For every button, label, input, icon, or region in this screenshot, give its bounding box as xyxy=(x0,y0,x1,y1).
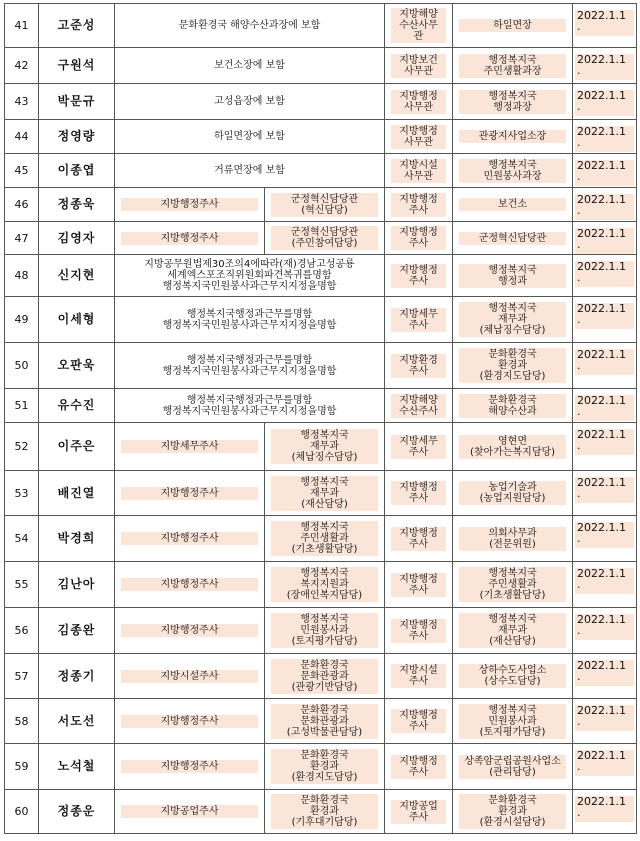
destination-text: 행정복지국 행정과장 xyxy=(459,90,566,114)
destination xyxy=(453,154,573,188)
destination-text: 행정복지국 민원봉사과장 xyxy=(459,159,566,183)
merged-note xyxy=(115,84,385,120)
current-dept xyxy=(265,608,385,654)
employee-name-text: 이세형 xyxy=(57,312,96,326)
new-grade-text: 지방세무 주사 xyxy=(391,435,446,459)
current-grade-text: 지방시설주사 xyxy=(121,670,258,683)
employee-name xyxy=(39,154,115,188)
current-grade xyxy=(115,744,265,790)
new-grade-text: 지방행정 주사 xyxy=(391,226,446,250)
row-number-text: 49 xyxy=(14,313,29,326)
employee-name-text: 신지현 xyxy=(57,268,96,282)
employee-name xyxy=(39,654,115,699)
employee-name xyxy=(39,120,115,154)
table-row xyxy=(5,255,637,297)
new-grade-text: 지방행정 주사 xyxy=(391,264,446,288)
table-row xyxy=(5,608,637,654)
merged-note xyxy=(115,389,385,423)
row-number-text: 57 xyxy=(14,669,29,683)
effective-date-text: 2022.1.1 . xyxy=(575,303,634,329)
new-grade-text: 지방행정 주사 xyxy=(391,709,446,733)
table-row xyxy=(5,188,637,222)
effective-date xyxy=(573,471,637,516)
new-grade-text: 지방행정 주사 xyxy=(391,527,446,551)
destination xyxy=(453,4,573,48)
destination-text: 군정혁신담당관 xyxy=(459,232,566,245)
effective-date-text: 2022.1.1 . xyxy=(575,750,634,776)
current-grade-text: 지방세무주사 xyxy=(121,440,258,453)
current-dept-text: 행정복지국 주민생활과 (기초생활담당) xyxy=(271,521,378,556)
new-grade-text: 지방환경 주사 xyxy=(391,354,446,378)
destination xyxy=(453,48,573,84)
destination xyxy=(453,654,573,699)
current-grade xyxy=(115,423,265,471)
employee-name xyxy=(39,790,115,834)
row-number xyxy=(5,699,39,744)
current-dept-text: 문화환경국 문화관광과 (관광기반담당) xyxy=(271,659,378,694)
merged-note-text: 행정복지국행정과근무를명함 행정복지국민원봉사과근무지지정을명함 xyxy=(162,394,337,417)
current-dept xyxy=(265,516,385,562)
row-number xyxy=(5,188,39,222)
table-row xyxy=(5,222,637,255)
row-number xyxy=(5,423,39,471)
row-number-text: 53 xyxy=(14,486,29,500)
current-dept-text: 군정혁신담당관 (주민참여담당) xyxy=(271,226,378,250)
new-grade xyxy=(385,343,453,389)
current-dept-text: 행정복지국 민원봉사과 (토지평가담당) xyxy=(271,613,378,648)
new-grade-text: 지방행정 주사 xyxy=(391,755,446,779)
effective-date xyxy=(573,699,637,744)
new-grade xyxy=(385,423,453,471)
employee-name-text: 오판욱 xyxy=(57,358,96,372)
merged-note-text: 행정복지국행정과근무를명함 행정복지국민원봉사과근무지지정을명함 xyxy=(162,308,337,331)
merged-note-text: 하일면장에 보함 xyxy=(214,131,285,142)
effective-date xyxy=(573,222,637,255)
effective-date-text: 2022.1.1 . xyxy=(575,705,634,731)
employee-name xyxy=(39,389,115,423)
employee-name-text: 이종엽 xyxy=(57,163,96,177)
employee-name-text: 노석철 xyxy=(57,759,96,773)
destination xyxy=(453,608,573,654)
employee-name-text: 유수진 xyxy=(57,398,96,412)
new-grade xyxy=(385,120,453,154)
destination xyxy=(453,699,573,744)
employee-name xyxy=(39,188,115,222)
destination-text: 영현면 (찾아가는복지담당) xyxy=(459,435,566,459)
current-grade-text: 지방행정주사 xyxy=(121,532,258,545)
effective-date xyxy=(573,790,637,834)
current-dept-text: 문화환경국 문화관광과 (고성박물관담당) xyxy=(271,704,378,739)
employee-name-text: 구원석 xyxy=(57,58,96,72)
row-number xyxy=(5,343,39,389)
employee-name-text: 김종완 xyxy=(57,623,96,637)
new-grade xyxy=(385,255,453,297)
current-grade-text: 지방행정주사 xyxy=(121,232,258,245)
row-number-text: 56 xyxy=(14,624,29,637)
table-row xyxy=(5,744,637,790)
merged-note xyxy=(115,255,385,297)
new-grade-text: 지방행정 주사 xyxy=(391,619,446,643)
destination-text: 농업기술과 (농업지원담당) xyxy=(459,481,566,505)
current-grade xyxy=(115,471,265,516)
current-dept-text: 문화환경국 환경과 (환경지도담당) xyxy=(271,749,378,784)
row-number xyxy=(5,120,39,154)
table-row xyxy=(5,699,637,744)
row-number xyxy=(5,255,39,297)
effective-date xyxy=(573,389,637,423)
effective-date-text: 2022.1.1 . xyxy=(575,126,634,152)
destination-text: 문화환경국 환경과 (환경지도담당) xyxy=(459,348,566,383)
employee-name-text: 정종기 xyxy=(57,668,96,683)
destination xyxy=(453,222,573,255)
destination xyxy=(453,790,573,834)
new-grade-text: 지방해양 수산주사 xyxy=(391,394,446,418)
new-grade-text: 지방행정 주사 xyxy=(391,573,446,597)
employee-name xyxy=(39,471,115,516)
current-dept xyxy=(265,471,385,516)
current-grade xyxy=(115,562,265,608)
effective-date xyxy=(573,154,637,188)
effective-date xyxy=(573,188,637,222)
row-number-text: 43 xyxy=(14,95,29,108)
new-grade xyxy=(385,516,453,562)
destination-text: 행정복지국 행정과 xyxy=(459,264,566,288)
current-dept xyxy=(265,222,385,255)
effective-date-text: 2022.1.1 . xyxy=(575,660,634,686)
current-dept xyxy=(265,423,385,471)
merged-note xyxy=(115,297,385,343)
row-number xyxy=(5,744,39,790)
employee-name xyxy=(39,699,115,744)
new-grade xyxy=(385,154,453,188)
employee-name xyxy=(39,423,115,471)
row-number-text: 58 xyxy=(14,714,29,728)
employee-name xyxy=(39,744,115,790)
row-number-text: 41 xyxy=(14,19,29,32)
employee-name-text: 김난아 xyxy=(57,577,96,591)
row-number-text: 46 xyxy=(14,198,29,211)
current-dept xyxy=(265,744,385,790)
table-row xyxy=(5,154,637,188)
effective-date-text: 2022.1.1 . xyxy=(575,261,634,287)
effective-date xyxy=(573,744,637,790)
new-grade-text: 지방시설 사무관 xyxy=(391,159,446,183)
row-number-text: 44 xyxy=(14,130,29,143)
employee-name-text: 김영자 xyxy=(57,230,96,245)
row-number xyxy=(5,297,39,343)
row-number xyxy=(5,222,39,255)
current-dept-text: 군정혁신담당관 (혁신담당) xyxy=(271,193,378,217)
effective-date xyxy=(573,516,637,562)
new-grade xyxy=(385,608,453,654)
destination-text: 보건소 xyxy=(459,198,566,211)
effective-date-text: 2022.1.1 . xyxy=(575,614,634,640)
effective-date-text: 2022.1.1 . xyxy=(575,477,634,503)
row-number-text: 52 xyxy=(14,440,29,453)
table-row xyxy=(5,516,637,562)
destination xyxy=(453,297,573,343)
effective-date xyxy=(573,120,637,154)
effective-date-text: 2022.1.1 . xyxy=(575,228,634,254)
destination xyxy=(453,516,573,562)
merged-note xyxy=(115,48,385,84)
current-grade-text: 지방행정주사 xyxy=(121,198,258,211)
row-number xyxy=(5,389,39,423)
employee-name-text: 정종욱 xyxy=(57,197,96,211)
personnel-table xyxy=(4,3,637,834)
destination xyxy=(453,471,573,516)
row-number xyxy=(5,516,39,562)
current-grade-text: 지방행정주사 xyxy=(121,487,258,500)
effective-date-text: 2022.1.1 . xyxy=(575,90,634,116)
current-grade-text: 지방행정주사 xyxy=(121,715,258,728)
destination xyxy=(453,343,573,389)
row-number-text: 55 xyxy=(14,578,29,591)
employee-name xyxy=(39,297,115,343)
row-number xyxy=(5,562,39,608)
effective-date xyxy=(573,343,637,389)
employee-name-text: 서도선 xyxy=(57,713,96,728)
row-number xyxy=(5,608,39,654)
table-row xyxy=(5,48,637,84)
current-grade xyxy=(115,222,265,255)
new-grade-text: 지방공업 주사 xyxy=(391,800,446,824)
employee-name xyxy=(39,48,115,84)
new-grade xyxy=(385,48,453,84)
table-row xyxy=(5,790,637,834)
effective-date-text: 2022.1.1 . xyxy=(575,160,634,186)
table-row xyxy=(5,654,637,699)
merged-note xyxy=(115,4,385,48)
effective-date xyxy=(573,654,637,699)
merged-note-text: 보건소장에 보함 xyxy=(214,60,285,71)
new-grade xyxy=(385,4,453,48)
employee-name-text: 고준성 xyxy=(57,18,96,32)
new-grade-text: 지방시설 주사 xyxy=(391,664,446,688)
row-number xyxy=(5,654,39,699)
destination xyxy=(453,84,573,120)
current-grade xyxy=(115,608,265,654)
effective-date xyxy=(573,255,637,297)
merged-note xyxy=(115,343,385,389)
destination-text: 행정복지국 주민생활과 (기초생활담당) xyxy=(459,567,566,602)
current-dept xyxy=(265,699,385,744)
current-grade xyxy=(115,699,265,744)
employee-name-text: 이주은 xyxy=(57,439,96,453)
employee-name xyxy=(39,4,115,48)
merged-note-text: 행정복지국행정과근무를명함 행정복지국민원봉사과근무지지정을명함 xyxy=(162,354,337,377)
effective-date-text: 2022.1.1 . xyxy=(575,568,634,594)
current-grade xyxy=(115,654,265,699)
effective-date xyxy=(573,297,637,343)
destination-text: 문화환경국 해양수산과 xyxy=(459,394,566,418)
table-row xyxy=(5,423,637,471)
effective-date xyxy=(573,48,637,84)
new-grade-text: 지방행정 주사 xyxy=(391,193,446,217)
destination-text: 관광지사업소장 xyxy=(459,130,566,143)
destination xyxy=(453,120,573,154)
new-grade-text: 지방보건 사무관 xyxy=(391,54,446,78)
destination-text: 행정복지국 민원봉사과 (토지평가담당) xyxy=(459,704,566,739)
effective-date xyxy=(573,608,637,654)
destination xyxy=(453,423,573,471)
row-number xyxy=(5,790,39,834)
row-number-text: 54 xyxy=(14,532,29,545)
destination xyxy=(453,389,573,423)
effective-date-text: 2022.1.1 . xyxy=(575,54,634,80)
current-grade xyxy=(115,516,265,562)
current-dept-text: 행정복지국 복지지원과 (장애인복지담당) xyxy=(271,567,378,602)
destination-text: 상족암군립공원사업소 (관리담당) xyxy=(459,755,566,779)
merged-note-text: 지방공무원법제30조의4에따라(재)경남고성공룡 세계엑스포조직위원회파견복귀를명함 행정복지국민원봉사과근무지지정을명함 xyxy=(144,259,355,292)
table-row xyxy=(5,120,637,154)
merged-note-text: 거류면장에 보함 xyxy=(214,165,285,176)
employee-name-text: 정영량 xyxy=(57,129,96,143)
destination-text: 행정복지국 주민생활과장 xyxy=(459,54,566,78)
current-grade xyxy=(115,790,265,834)
new-grade-text: 지방해양 수산사무 관 xyxy=(391,8,446,43)
effective-date xyxy=(573,4,637,48)
row-number xyxy=(5,84,39,120)
destination xyxy=(453,188,573,222)
new-grade xyxy=(385,222,453,255)
new-grade xyxy=(385,297,453,343)
new-grade-text: 지방행정 주사 xyxy=(391,481,446,505)
table-row xyxy=(5,471,637,516)
employee-name xyxy=(39,84,115,120)
merged-note-text: 고성읍장에 보함 xyxy=(214,96,285,107)
new-grade xyxy=(385,471,453,516)
row-number-text: 42 xyxy=(14,59,29,72)
table-row xyxy=(5,4,637,48)
effective-date-text: 2022.1.1 . xyxy=(575,395,634,421)
row-number-text: 48 xyxy=(14,269,29,282)
row-number xyxy=(5,4,39,48)
row-number xyxy=(5,48,39,84)
destination-text: 의회사무과 (전문위원) xyxy=(459,527,566,551)
new-grade xyxy=(385,562,453,608)
current-grade-text: 지방행정주사 xyxy=(121,760,258,773)
row-number-text: 50 xyxy=(14,359,29,372)
merged-note xyxy=(115,154,385,188)
employee-name xyxy=(39,222,115,255)
new-grade-text: 지방행정 사무관 xyxy=(391,125,446,149)
effective-date xyxy=(573,562,637,608)
table-row xyxy=(5,297,637,343)
row-number xyxy=(5,154,39,188)
employee-name-text: 배진열 xyxy=(57,485,96,500)
destination xyxy=(453,744,573,790)
effective-date-text: 2022.1.1 . xyxy=(575,10,634,36)
current-grade-text: 지방행정주사 xyxy=(121,578,258,591)
new-grade xyxy=(385,654,453,699)
current-dept xyxy=(265,654,385,699)
employee-name xyxy=(39,608,115,654)
destination-text: 행정복지국 재무과 (체납징수담당) xyxy=(459,302,566,337)
table-row xyxy=(5,389,637,423)
employee-name xyxy=(39,516,115,562)
row-number-text: 51 xyxy=(14,399,29,412)
merged-note-text: 문화환경국 해양수산과장에 보함 xyxy=(178,20,321,31)
destination-text: 하일면장 xyxy=(459,19,566,32)
effective-date-text: 2022.1.1 . xyxy=(575,349,634,375)
destination-text: 행정복지국 재무과 (재산담당) xyxy=(459,613,566,648)
employee-name xyxy=(39,255,115,297)
current-dept xyxy=(265,790,385,834)
destination xyxy=(453,562,573,608)
destination xyxy=(453,255,573,297)
current-dept-text: 행정복지국 재무과 (체납징수담당) xyxy=(271,429,378,464)
row-number-text: 47 xyxy=(14,231,29,245)
effective-date-text: 2022.1.1 . xyxy=(575,522,634,548)
new-grade xyxy=(385,188,453,222)
new-grade xyxy=(385,389,453,423)
row-number-text: 59 xyxy=(14,760,29,773)
row-number xyxy=(5,471,39,516)
table-row xyxy=(5,562,637,608)
current-grade-text: 지방공업주사 xyxy=(121,805,258,818)
effective-date-text: 2022.1.1 . xyxy=(575,796,634,822)
destination-text: 상하수도사업소 (상수도담당) xyxy=(459,664,566,688)
new-grade-text: 지방행정 사무관 xyxy=(391,90,446,114)
new-grade xyxy=(385,790,453,834)
row-number-text: 60 xyxy=(14,805,29,818)
current-dept-text: 행정복지국 재무과 (재산담당) xyxy=(271,476,378,511)
employee-name-text: 박문규 xyxy=(57,94,96,108)
row-number-text: 45 xyxy=(14,164,29,177)
new-grade xyxy=(385,744,453,790)
employee-name xyxy=(39,343,115,389)
new-grade xyxy=(385,84,453,120)
new-grade xyxy=(385,699,453,744)
employee-name xyxy=(39,562,115,608)
merged-note xyxy=(115,120,385,154)
new-grade-text: 지방세무 주사 xyxy=(391,308,446,332)
effective-date-text: 2022.1.1 . xyxy=(575,429,634,455)
current-dept xyxy=(265,562,385,608)
effective-date xyxy=(573,84,637,120)
current-dept-text: 문화환경국 환경과 (기후대기담당) xyxy=(271,794,378,829)
table-row xyxy=(5,343,637,389)
effective-date-text: 2022.1.1 . xyxy=(575,194,634,220)
table-row xyxy=(5,84,637,120)
destination-text: 문화환경국 환경과 (환경시설담당) xyxy=(459,794,566,829)
current-grade xyxy=(115,188,265,222)
current-dept xyxy=(265,188,385,222)
current-grade-text: 지방행정주사 xyxy=(121,624,258,637)
effective-date xyxy=(573,423,637,471)
employee-name-text: 박경희 xyxy=(57,531,96,545)
employee-name-text: 정종운 xyxy=(57,804,96,818)
